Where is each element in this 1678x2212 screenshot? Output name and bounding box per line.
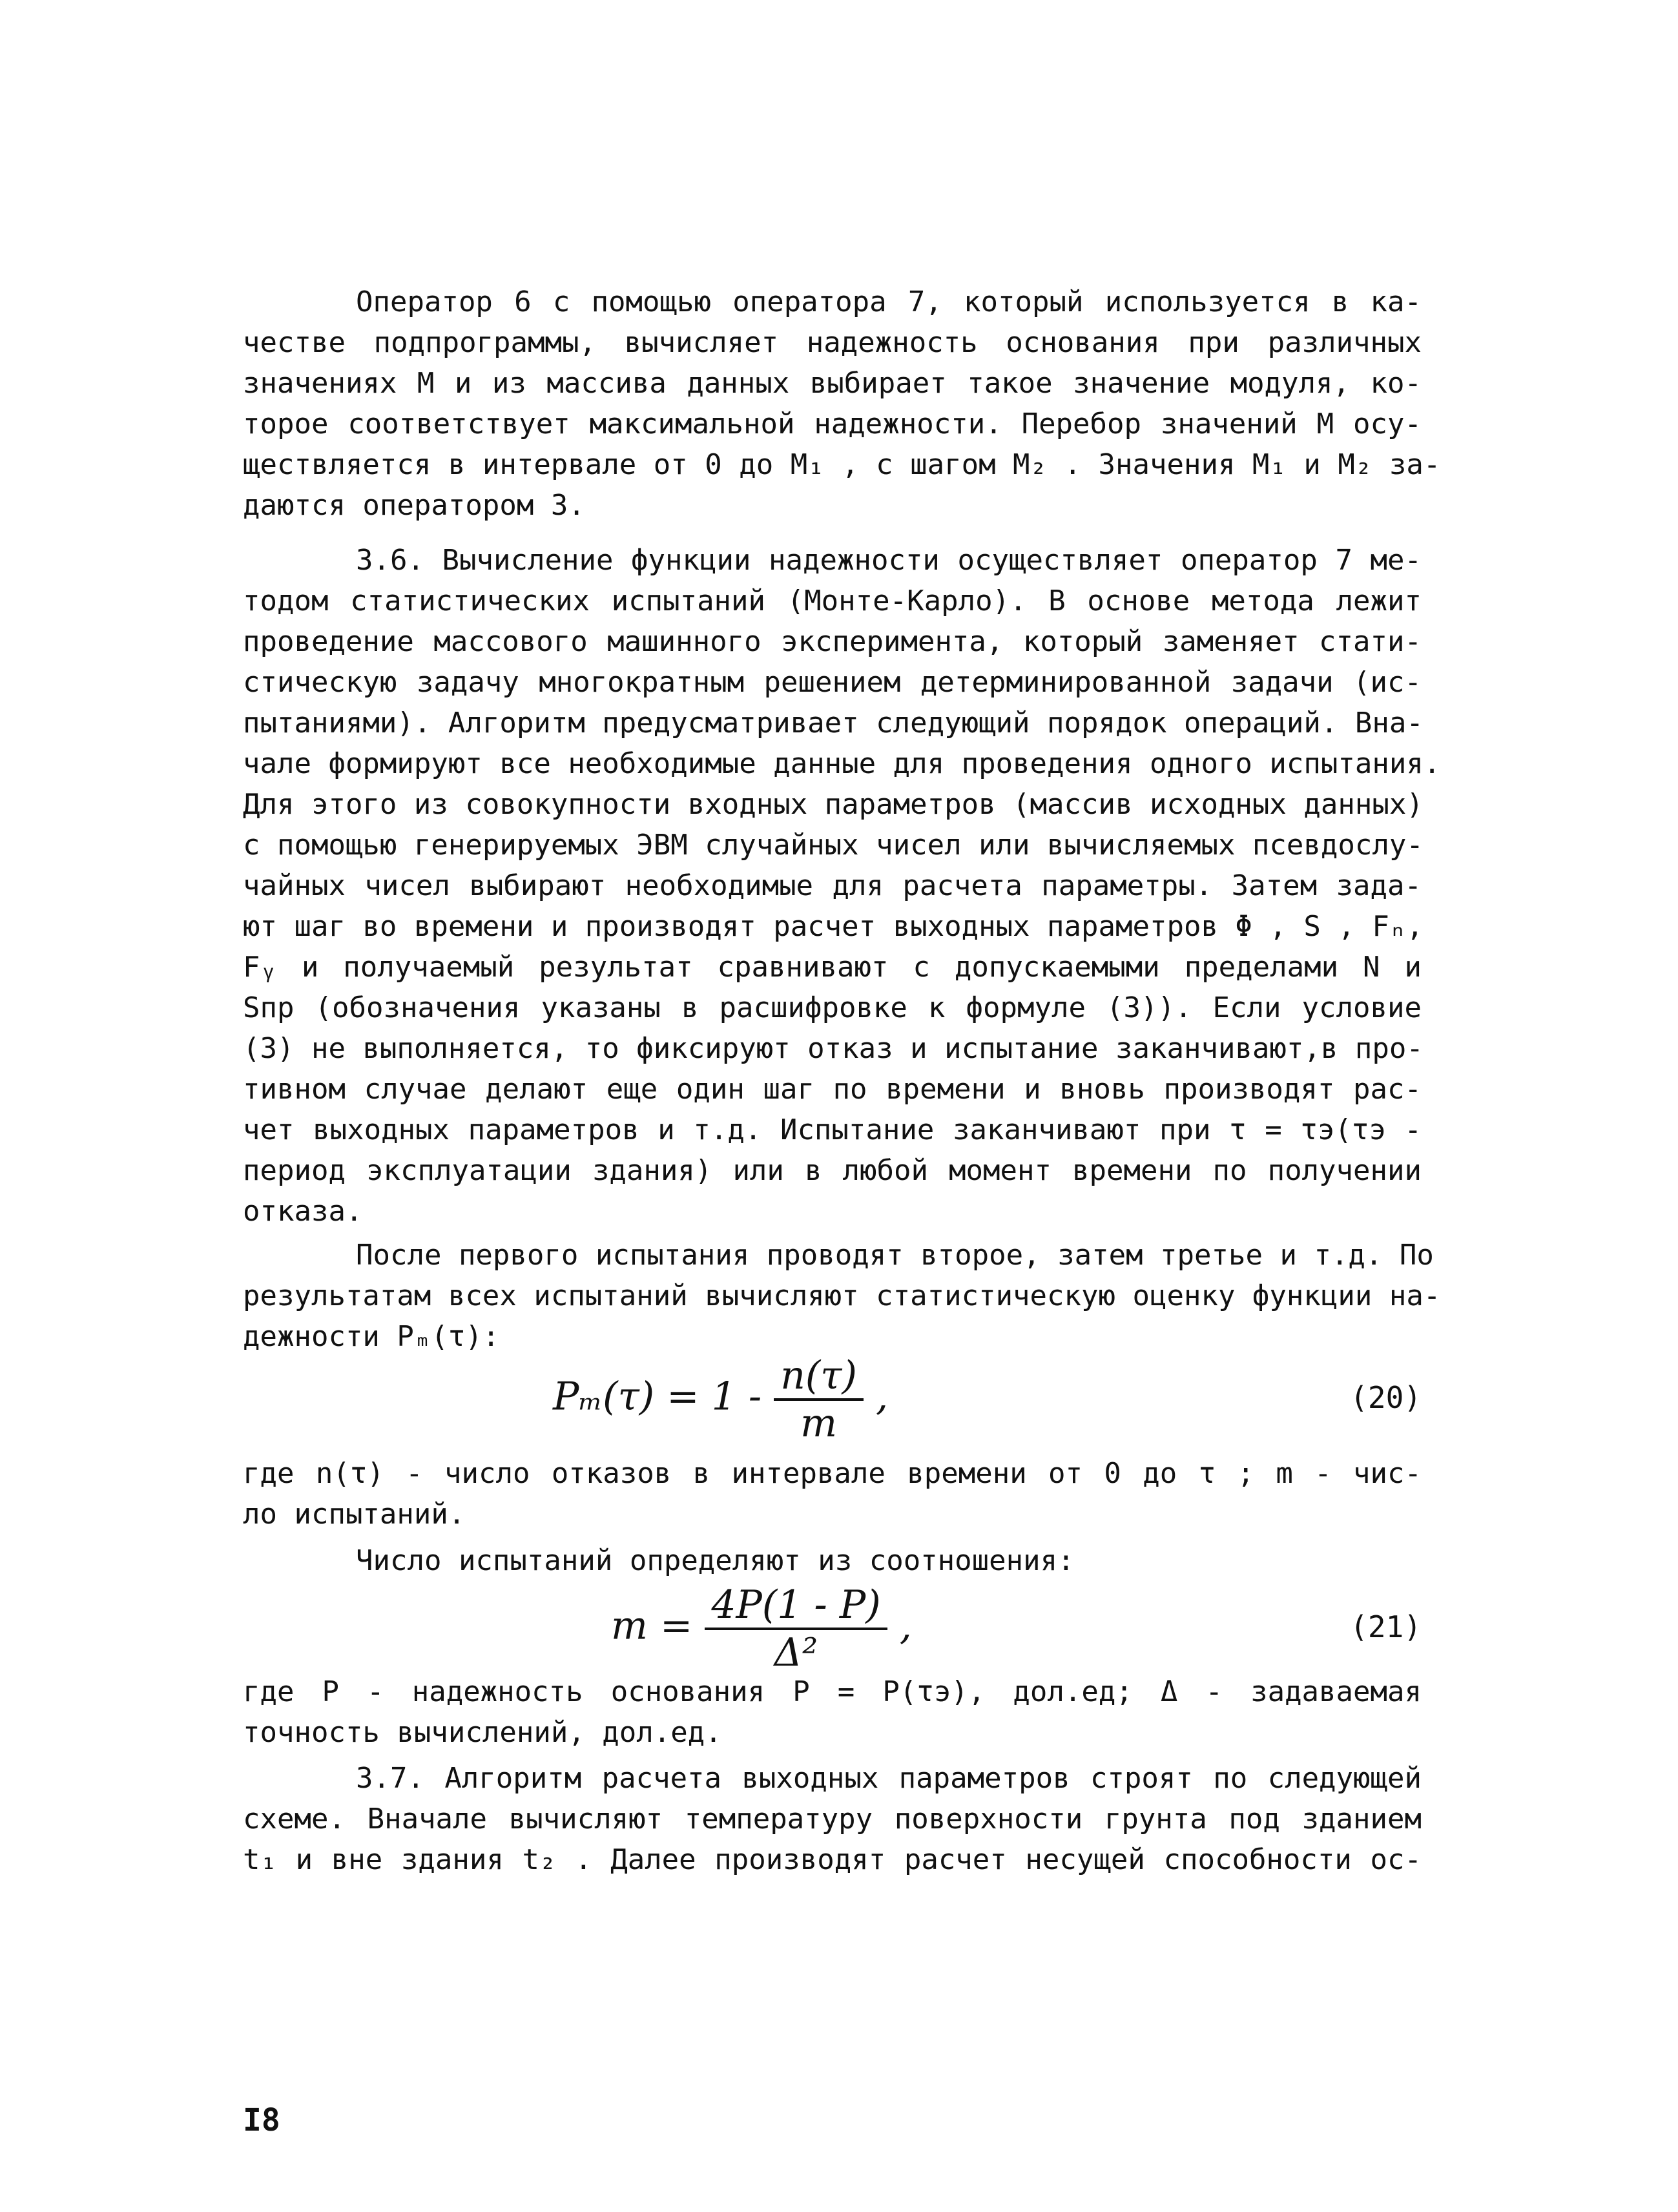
formula-20-expression bbox=[553, 1353, 888, 1446]
formula-21-lhs: m = bbox=[611, 1603, 693, 1649]
text-line: точность вычислений, дол.ед. bbox=[243, 1716, 722, 1749]
formula-20-lhs: Pₘ(τ) = 1 - bbox=[553, 1374, 762, 1420]
text-line: проведение массового машинного эксперимента, который заменяет стати- bbox=[243, 625, 1422, 658]
text-line: период эксплуатации здания) или в любой момент времени по получении bbox=[243, 1154, 1422, 1187]
formula-21 bbox=[243, 1582, 1422, 1679]
paragraph-where-p bbox=[243, 1671, 1422, 1753]
text-line: даются оператором 3. bbox=[243, 489, 585, 522]
text-line: ют шаг во времени и производят расчет выходных параметров Φ , S , Fₙ, bbox=[243, 910, 1424, 943]
text-line: Sпр (обозначения указаны в расшифровке к формуле (3)). Если условие bbox=[243, 991, 1422, 1024]
text-line: отказа. bbox=[243, 1195, 363, 1228]
text-line: схеме. Вначале вычисляют температуру поверхности грунта под зданием bbox=[243, 1803, 1422, 1835]
text-line: с помощью генерируемых ЭВМ случайных чисел или вычисляемых псевдослу- bbox=[243, 829, 1424, 862]
text-line: чайных чисел выбирают необходимые для расчета параметры. Затем зада- bbox=[243, 869, 1422, 902]
text-line: ществляется в интервале от 0 до M₁ , с шагом M₂ . Значения M₁ и M₂ за- bbox=[243, 448, 1441, 481]
formula-21-denominator: Δ² bbox=[774, 1630, 818, 1675]
formula-21-fraction bbox=[705, 1582, 887, 1675]
paragraph-after-first-test bbox=[243, 1235, 1441, 1357]
text-line: торое соответствует максимальной надежности. Перебор значений M осу- bbox=[243, 408, 1422, 440]
text-line: чале формируют все необходимые данные для проведения одного испытания. bbox=[243, 747, 1441, 780]
text-line: честве подпрограммы, вычисляет надежность основания при различных bbox=[243, 326, 1422, 359]
text-line: (3) не выполняется, то фиксируют отказ и испытание заканчивают,в про- bbox=[243, 1032, 1424, 1065]
paragraph-section-3-6 bbox=[243, 540, 1441, 1232]
paragraph-where-n bbox=[243, 1453, 1422, 1535]
page-number: I8 bbox=[243, 2102, 280, 2138]
text-line: дежности Pₘ(τ): bbox=[243, 1320, 500, 1353]
text-line: Для этого из совокупности входных параметров (массив исходных данных) bbox=[243, 788, 1424, 821]
text-line: пытаниями). Алгоритм предусматривает следующий порядок операций. Вна- bbox=[243, 707, 1424, 739]
text-line: t₁ и вне здания t₂ . Далее производят расчет несущей способности ос- bbox=[243, 1843, 1422, 1876]
text-line: Число испытаний определяют из соотношения: bbox=[356, 1544, 1075, 1577]
text-line: Fᵧ и получаемый результат сравнивают с допускаемыми пределами N и bbox=[243, 951, 1422, 984]
formula-21-expression bbox=[611, 1582, 912, 1675]
paragraph-number-of-tests bbox=[243, 1540, 1422, 1581]
text-line: где n(τ) - число отказов в интервале времени от 0 до τ ; m - чис- bbox=[243, 1457, 1422, 1490]
text-line: 3.6. Вычисление функции надежности осуществляет оператор 7 ме- bbox=[356, 544, 1422, 577]
text-line: Оператор 6 с помощью оператора 7, который используется в ка- bbox=[356, 285, 1422, 318]
paragraph-operator-6 bbox=[243, 282, 1441, 526]
formula-20 bbox=[243, 1353, 1422, 1450]
text-line: тивном случае делают еще один шаг по времени и вновь производят рас- bbox=[243, 1073, 1422, 1106]
formula-20-fraction bbox=[774, 1353, 864, 1446]
paragraph-section-3-7 bbox=[243, 1758, 1422, 1880]
equation-number-20: (20) bbox=[1350, 1380, 1422, 1415]
formula-20-numerator: n(τ) bbox=[774, 1353, 864, 1401]
formula-21-numerator: 4P(1 - P) bbox=[705, 1582, 887, 1630]
text-line: где P - надежность основания P = P(τэ), дол.ед; Δ - задаваемая bbox=[243, 1675, 1422, 1708]
text-line: значениях M и из массива данных выбирает такое значение модуля, ко- bbox=[243, 367, 1422, 400]
equation-number-21: (21) bbox=[1350, 1609, 1422, 1644]
text-line: чет выходных параметров и т.д. Испытание заканчивают при τ = τэ(τэ - bbox=[243, 1113, 1422, 1146]
text-line: стическую задачу многократным решением детерминированной задачи (ис- bbox=[243, 666, 1422, 699]
text-line: результатам всех испытаний вычисляют статистическую оценку функции на- bbox=[243, 1279, 1441, 1312]
formula-21-tail: , bbox=[899, 1603, 912, 1649]
formula-20-tail: , bbox=[875, 1374, 889, 1420]
text-line: ло испытаний. bbox=[243, 1498, 466, 1531]
text-line: 3.7. Алгоритм расчета выходных параметров строят по следующей bbox=[356, 1762, 1422, 1795]
text-line: тодом статистических испытаний (Монте-Карло). В основе метода лежит bbox=[243, 584, 1422, 617]
formula-20-denominator: m bbox=[800, 1401, 837, 1446]
text-line: После первого испытания проводят второе, затем третье и т.д. По bbox=[356, 1239, 1434, 1272]
